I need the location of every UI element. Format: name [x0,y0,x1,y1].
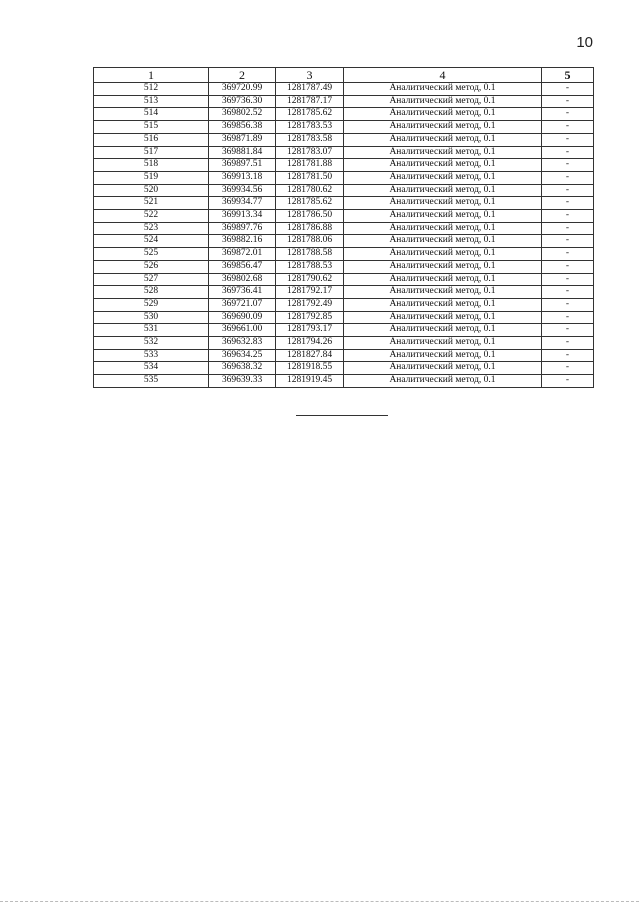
cell-method: Аналитический метод, 0.1 [344,337,542,350]
header-col-1: 1 [94,68,209,83]
cell-coord-y: 1281792.85 [276,311,344,324]
cell-coord-x: 369871.89 [209,133,276,146]
table-row [94,337,594,350]
cell-point-number: 534 [94,362,209,375]
cell-coord-y: 1281788.06 [276,235,344,248]
cell-coord-x: 369897.51 [209,159,276,172]
cell-method: Аналитический метод, 0.1 [344,362,542,375]
cell-coord-y: 1281787.49 [276,83,344,96]
cell-coord-y: 1281785.62 [276,197,344,210]
table-row [94,375,594,388]
table-body [94,83,594,388]
cell-coord-x: 369720.99 [209,83,276,96]
table-row [94,222,594,235]
cell-coord-y: 1281827.84 [276,349,344,362]
cell-note: - [542,235,594,248]
header-col-4: 4 [344,68,542,83]
cell-note: - [542,337,594,350]
cell-method: Аналитический метод, 0.1 [344,286,542,299]
table-row [94,273,594,286]
cell-coord-y: 1281780.62 [276,184,344,197]
cell-coord-x: 369802.68 [209,273,276,286]
cell-point-number: 528 [94,286,209,299]
cell-note: - [542,248,594,261]
end-rule [296,415,388,416]
cell-note: - [542,121,594,134]
cell-coord-y: 1281918.55 [276,362,344,375]
cell-note: - [542,362,594,375]
cell-note: - [542,375,594,388]
cell-coord-x: 369802.52 [209,108,276,121]
cell-note: - [542,349,594,362]
cell-coord-y: 1281781.88 [276,159,344,172]
cell-note: - [542,146,594,159]
cell-coord-x: 369661.00 [209,324,276,337]
table-row [94,349,594,362]
cell-coord-y: 1281781.50 [276,171,344,184]
cell-method: Аналитический метод, 0.1 [344,197,542,210]
header-col-5: 5 [542,68,594,83]
cell-note: - [542,83,594,96]
cell-coord-x: 369639.33 [209,375,276,388]
table-row [94,171,594,184]
cell-note: - [542,273,594,286]
cell-point-number: 527 [94,273,209,286]
cell-method: Аналитический метод, 0.1 [344,260,542,273]
cell-coord-x: 369632.83 [209,337,276,350]
cell-note: - [542,210,594,223]
cell-note: - [542,324,594,337]
table-row [94,121,594,134]
table-row [94,235,594,248]
cell-point-number: 530 [94,311,209,324]
cell-point-number: 522 [94,210,209,223]
cell-coord-y: 1281919.45 [276,375,344,388]
cell-coord-y: 1281788.53 [276,260,344,273]
cell-coord-x: 369881.84 [209,146,276,159]
cell-method: Аналитический метод, 0.1 [344,235,542,248]
cell-method: Аналитический метод, 0.1 [344,298,542,311]
cell-coord-x: 369721.07 [209,298,276,311]
cell-method: Аналитический метод, 0.1 [344,121,542,134]
cell-point-number: 531 [94,324,209,337]
cell-point-number: 535 [94,375,209,388]
cell-point-number: 529 [94,298,209,311]
cell-coord-y: 1281790.62 [276,273,344,286]
cell-note: - [542,184,594,197]
cell-method: Аналитический метод, 0.1 [344,273,542,286]
table-row [94,95,594,108]
scan-bottom-edge [0,901,639,902]
cell-method: Аналитический метод, 0.1 [344,171,542,184]
cell-point-number: 523 [94,222,209,235]
table-row [94,210,594,223]
cell-note: - [542,298,594,311]
cell-coord-x: 369690.09 [209,311,276,324]
cell-coord-y: 1281785.62 [276,108,344,121]
cell-method: Аналитический метод, 0.1 [344,159,542,172]
cell-method: Аналитический метод, 0.1 [344,311,542,324]
cell-point-number: 532 [94,337,209,350]
cell-coord-x: 369872.01 [209,248,276,261]
cell-coord-y: 1281792.49 [276,298,344,311]
cell-note: - [542,133,594,146]
table-row [94,133,594,146]
table-row [94,108,594,121]
cell-coord-x: 369913.34 [209,210,276,223]
cell-coord-x: 369736.30 [209,95,276,108]
cell-method: Аналитический метод, 0.1 [344,324,542,337]
table-row [94,286,594,299]
cell-coord-x: 369856.38 [209,121,276,134]
table-row [94,197,594,210]
cell-coord-x: 369913.18 [209,171,276,184]
table-row [94,248,594,261]
cell-coord-x: 369882.16 [209,235,276,248]
cell-coord-x: 369897.76 [209,222,276,235]
cell-coord-y: 1281788.58 [276,248,344,261]
cell-note: - [542,311,594,324]
cell-point-number: 518 [94,159,209,172]
cell-coord-y: 1281783.53 [276,121,344,134]
cell-method: Аналитический метод, 0.1 [344,210,542,223]
table-row [94,311,594,324]
cell-note: - [542,260,594,273]
cell-note: - [542,197,594,210]
table-row [94,362,594,375]
cell-point-number: 533 [94,349,209,362]
cell-method: Аналитический метод, 0.1 [344,95,542,108]
cell-note: - [542,159,594,172]
cell-method: Аналитический метод, 0.1 [344,248,542,261]
cell-method: Аналитический метод, 0.1 [344,184,542,197]
table-header-row [94,68,594,83]
cell-note: - [542,108,594,121]
cell-coord-x: 369736.41 [209,286,276,299]
coordinates-table [93,67,594,388]
cell-coord-y: 1281786.88 [276,222,344,235]
cell-point-number: 517 [94,146,209,159]
cell-method: Аналитический метод, 0.1 [344,108,542,121]
cell-coord-y: 1281792.17 [276,286,344,299]
cell-point-number: 516 [94,133,209,146]
cell-coord-x: 369934.77 [209,197,276,210]
header-col-2: 2 [209,68,276,83]
cell-note: - [542,222,594,235]
cell-point-number: 513 [94,95,209,108]
cell-coord-y: 1281794.26 [276,337,344,350]
cell-point-number: 521 [94,197,209,210]
cell-point-number: 526 [94,260,209,273]
cell-coord-y: 1281783.07 [276,146,344,159]
cell-method: Аналитический метод, 0.1 [344,83,542,96]
cell-coord-x: 369934.56 [209,184,276,197]
table-row [94,146,594,159]
cell-method: Аналитический метод, 0.1 [344,375,542,388]
table-row [94,83,594,96]
table-row [94,324,594,337]
table-row [94,260,594,273]
cell-note: - [542,286,594,299]
cell-note: - [542,171,594,184]
cell-coord-y: 1281786.50 [276,210,344,223]
cell-method: Аналитический метод, 0.1 [344,133,542,146]
cell-coord-y: 1281783.58 [276,133,344,146]
cell-point-number: 524 [94,235,209,248]
cell-point-number: 525 [94,248,209,261]
cell-coord-x: 369634.25 [209,349,276,362]
page-number: 10 [576,34,593,51]
table-row [94,159,594,172]
cell-point-number: 520 [94,184,209,197]
cell-coord-y: 1281787.17 [276,95,344,108]
cell-note: - [542,95,594,108]
cell-method: Аналитический метод, 0.1 [344,222,542,235]
cell-method: Аналитический метод, 0.1 [344,146,542,159]
cell-point-number: 512 [94,83,209,96]
cell-coord-x: 369856.47 [209,260,276,273]
cell-point-number: 519 [94,171,209,184]
cell-point-number: 514 [94,108,209,121]
header-col-3: 3 [276,68,344,83]
cell-coord-y: 1281793.17 [276,324,344,337]
table-row [94,184,594,197]
cell-method: Аналитический метод, 0.1 [344,349,542,362]
cell-coord-x: 369638.32 [209,362,276,375]
cell-point-number: 515 [94,121,209,134]
table-row [94,298,594,311]
